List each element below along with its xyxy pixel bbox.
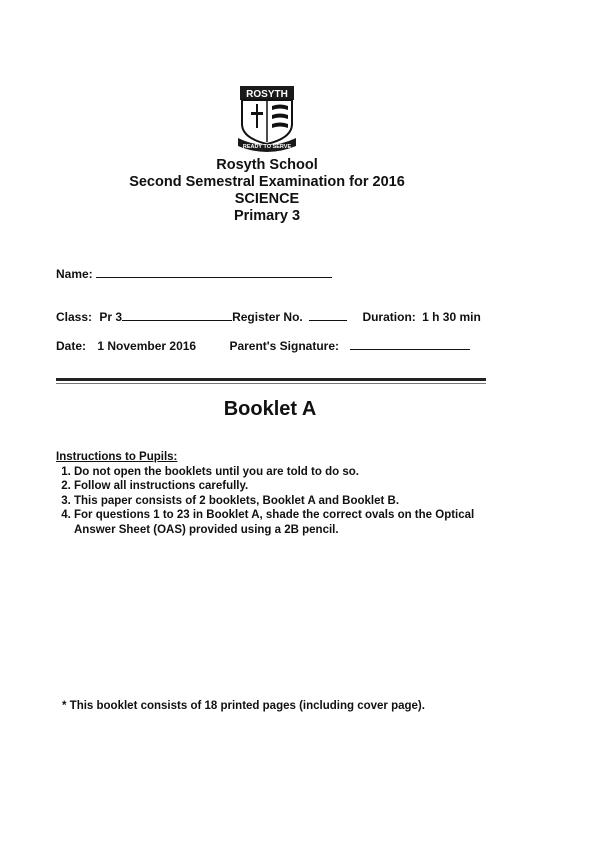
register-blank (309, 319, 347, 321)
instruction-item: 3. This paper consists of 2 booklets, Booklet A and Booklet B. (74, 494, 516, 509)
duration-value: 1 h 30 min (422, 310, 481, 324)
class-register-duration-row (56, 310, 481, 324)
name-blank (96, 276, 332, 278)
instructions-list (56, 465, 516, 538)
section-divider (56, 378, 486, 381)
class-blank (122, 319, 232, 321)
duration-label: Duration: (362, 310, 416, 324)
signature-label: Parent's Signature: (229, 339, 339, 353)
instruction-item: 1. Do not open the booklets until you are told to do so. (74, 465, 516, 480)
subject-title: SCIENCE (234, 191, 300, 207)
school-name: Rosyth School (216, 157, 318, 173)
name-field (56, 267, 332, 281)
instruction-item: 2. Follow all instructions carefully. (74, 479, 516, 494)
section-divider-thin (56, 383, 486, 384)
svg-text:ROSYTH: ROSYTH (246, 89, 288, 100)
instructions-block (56, 450, 516, 537)
signature-blank (350, 348, 470, 350)
instruction-item: 4. For questions 1 to 23 in Booklet A, shade the correct ovals on the Optical Answer Sheet (OAS) provided using a 2B pencil. (74, 508, 516, 537)
name-label: Name: (56, 267, 93, 281)
exam-title: Second Semestral Examination for 2016 (129, 174, 405, 190)
class-label: Class: (56, 310, 93, 324)
svg-text:READY TO SERVE: READY TO SERVE (242, 144, 292, 150)
instructions-heading: Instructions to Pupils: (56, 451, 178, 463)
date-label: Date: (56, 339, 87, 353)
school-crest-logo (236, 84, 298, 154)
level-title: Primary 3 (233, 208, 301, 224)
exam-header (100, 157, 434, 225)
date-value: 1 November 2016 (97, 339, 197, 353)
date-signature-row (56, 339, 470, 353)
class-value: Pr 3 (99, 310, 123, 324)
page-count-note: * This booklet consists of 18 printed pages (including cover page). (62, 700, 425, 712)
booklet-title: Booklet A (223, 398, 317, 420)
register-label: Register No. (232, 310, 303, 324)
